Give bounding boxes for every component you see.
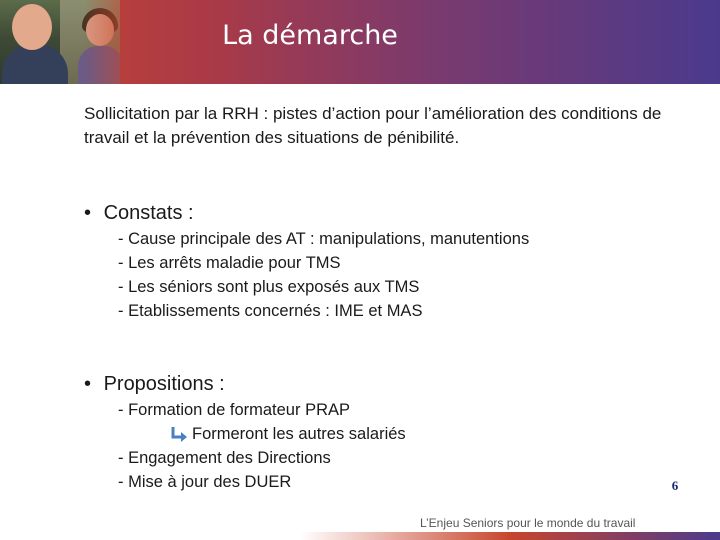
section-title-label: Constats :	[103, 202, 194, 224]
header-banner	[0, 0, 720, 84]
slide-title: La démarche	[222, 20, 398, 51]
header-photo	[0, 0, 120, 84]
list-sub-item	[118, 422, 406, 446]
list-item: - Etablissements concernés : IME et MAS	[118, 302, 423, 320]
section-propositions-title	[84, 371, 225, 397]
list-item: - Les séniors sont plus exposés aux TMS	[118, 278, 420, 296]
footer-tagline: L’Enjeu Seniors pour le monde du travail	[420, 516, 636, 530]
footer-band	[300, 532, 720, 540]
list-item: - Cause principale des AT : manipulations, manutentions	[118, 230, 530, 248]
list-item: - Engagement des Directions	[118, 449, 331, 467]
section-title-label: Propositions :	[103, 373, 225, 395]
return-arrow-icon	[170, 426, 188, 442]
list-item: - Mise à jour des DUER	[118, 473, 292, 491]
bullet-icon: •	[84, 373, 92, 395]
section-constats-title	[84, 200, 194, 226]
list-item: - Formation de formateur PRAP	[118, 401, 350, 419]
list-item: - Les arrêts maladie pour TMS	[118, 254, 341, 272]
intro-paragraph: Sollicitation par la RRH : pistes d’action pour l’amélioration des conditions de travail et la prévention des situations de pénibilité.	[84, 104, 662, 147]
propositions-list	[118, 398, 406, 494]
constats-list	[118, 227, 529, 323]
sub-item-label: Formeront les autres salariés	[192, 425, 406, 443]
bullet-icon: •	[84, 202, 92, 224]
page-number: 6	[671, 478, 679, 493]
